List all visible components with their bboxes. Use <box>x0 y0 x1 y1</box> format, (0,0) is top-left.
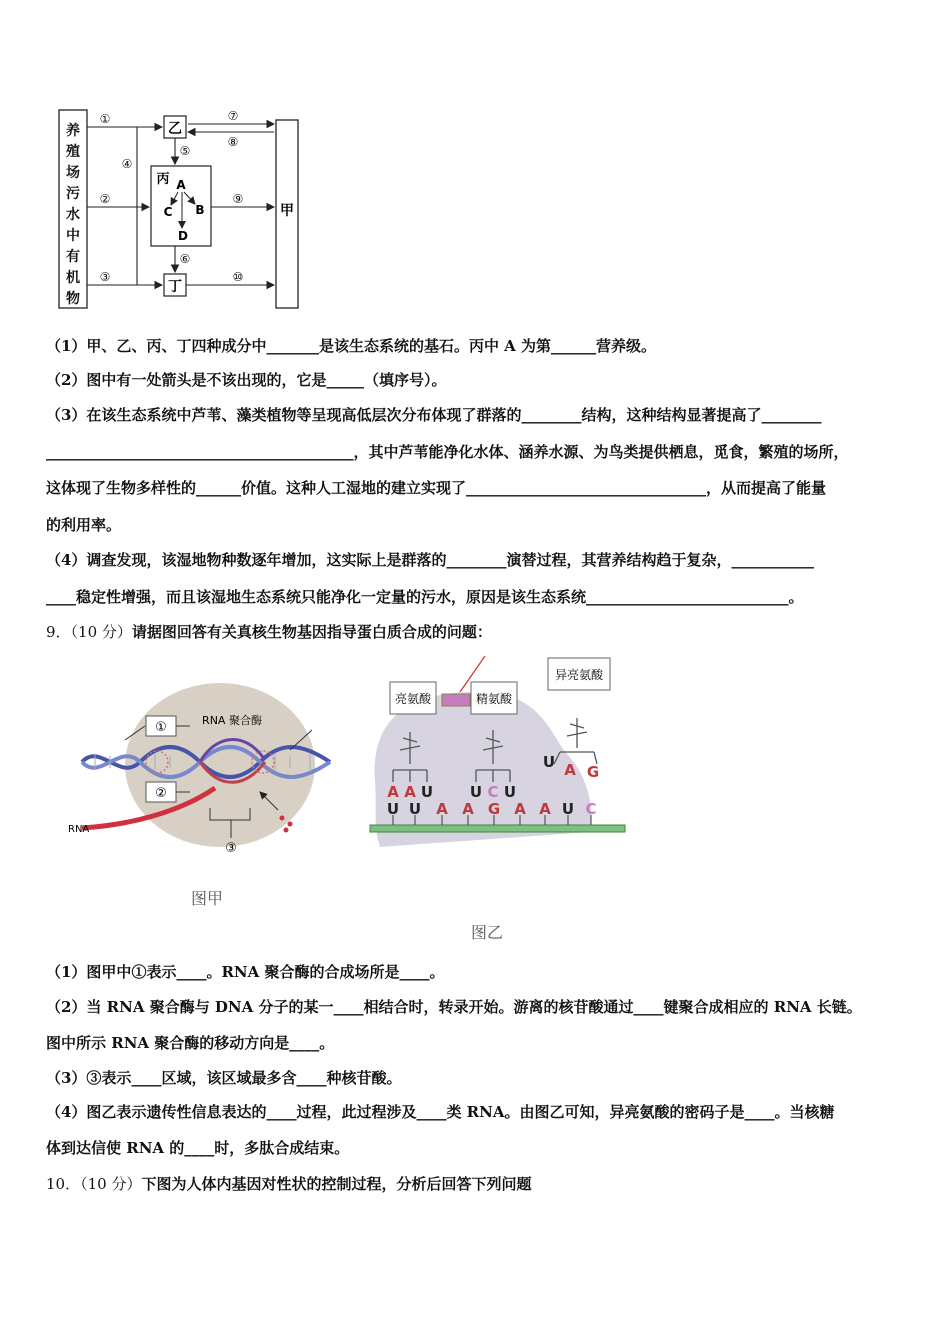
label-1: ① <box>155 720 167 735</box>
q8-line-2: （2）图中有一处箭头是不该出现的，它是_____（填序号）。 <box>46 371 447 389</box>
source-char: 养 <box>66 123 80 139</box>
q8-line-5: 这体现了生物多样性的______价值。这种人工湿地的建立实现了________________________________，从而提高了能量 <box>46 479 827 497</box>
arrow-label: ⑥ <box>179 252 191 266</box>
anticodon-base: A <box>564 761 576 779</box>
rna-polymerase-blob <box>125 683 315 847</box>
arrow-label: ⑨ <box>232 192 244 206</box>
arrow-label: ⑩ <box>232 270 244 284</box>
mrna-base: A <box>462 800 474 818</box>
figure-yi-caption: 图乙 <box>471 923 504 942</box>
aa-arginine: 精氨酸 <box>475 692 513 706</box>
q8-line-8: ____稳定性增强，而且该湿地生态系统只能净化一定量的污水，原因是该生态系统___________________________。 <box>46 588 804 606</box>
anticodon-base: U <box>469 783 483 801</box>
anticodon-base: A <box>387 783 399 801</box>
ding-label: 丁 <box>168 279 182 295</box>
source-char: 机 <box>66 270 80 286</box>
rna-label: RNA <box>68 824 90 835</box>
mrna-base: U <box>408 800 422 818</box>
mrna-base: U <box>561 800 575 818</box>
q9-line-3: 图中所示 RNA 聚合酶的移动方向是____。 <box>46 1034 335 1052</box>
anticodon-base: G <box>586 763 600 781</box>
q9-line-1: （1）图甲中①表示____。RNA 聚合酶的合成场所是____。 <box>46 963 445 981</box>
source-char: 有 <box>66 249 80 265</box>
label-2: ② <box>155 786 167 801</box>
source-char: 水 <box>66 207 80 223</box>
rna-polymerase-label: RNA 聚合酶 <box>202 714 262 727</box>
arrow-label: ⑧ <box>227 135 239 149</box>
anticodon-base: C <box>487 783 499 801</box>
arrow-label: ④ <box>121 157 133 171</box>
anticodon-base: A <box>404 783 416 801</box>
q8-line-3: （3）在该生态系统中芦苇、藻类植物等呈现高低层次分布体现了群落的________结构，这种结构显著提高了________ <box>46 406 822 424</box>
source-char: 殖 <box>66 144 80 160</box>
mrna-base: U <box>386 800 400 818</box>
mrna-base: G <box>487 800 501 818</box>
source-char: 场 <box>66 165 80 181</box>
mrna-base: C <box>585 800 597 818</box>
aa-isoleucine: 异亮氨酸 <box>554 668 604 682</box>
jia-label: 甲 <box>280 203 294 219</box>
node-a: A <box>176 178 186 192</box>
peptide-bond <box>442 694 470 706</box>
arrow-label: ⑦ <box>227 109 239 123</box>
yi-label: 乙 <box>168 121 182 137</box>
q8-line-7: （4）调查发现，该湿地物种数逐年增加，这实际上是群落的________演替过程，其营养结构趋于复杂，___________ <box>46 551 814 569</box>
q9-header <box>46 622 492 642</box>
node-b: B <box>195 203 205 217</box>
bing-label: 丙 <box>156 172 170 187</box>
q9-line-2: （2）当 RNA 聚合酶与 DNA 分子的某一____相结合时，转录开始。游离的核苷酸通过____键聚合成相应的 RNA 长链。 <box>46 998 862 1016</box>
mrna-strand <box>370 825 625 832</box>
figure-jia-caption: 图甲 <box>191 889 224 908</box>
label-3: ③ <box>225 841 237 856</box>
mrna-base: A <box>436 800 448 818</box>
figure-jia-transcription <box>50 680 340 860</box>
q9-line-5: （4）图乙表示遗传性信息表达的____过程，此过程涉及____类 RNA。由图乙可知，异亮氨酸的密码子是____。当核糖 <box>46 1103 835 1121</box>
arrow-label: ⑤ <box>179 144 191 158</box>
aa-leucine: 亮氨酸 <box>394 692 432 706</box>
anticodon-base: U <box>542 753 556 771</box>
q8-line-6: 的利用率。 <box>46 516 122 534</box>
mrna-base: A <box>539 800 551 818</box>
anticodon-base: U <box>420 783 434 801</box>
q10-number: 10．（10 分） <box>46 1175 142 1193</box>
node-c: C <box>163 205 173 219</box>
mrna-base: A <box>514 800 526 818</box>
q9-title: 请据图回答有关真核生物基因指导蛋白质合成的问题： <box>131 623 492 641</box>
source-char: 中 <box>66 228 80 244</box>
arrow-label: ② <box>99 192 111 206</box>
arrow-label: ③ <box>99 270 111 284</box>
ecosystem-diagram <box>55 108 305 310</box>
q10-title: 下图为人体内基因对性状的控制过程，分析后回答下列问题 <box>141 1175 532 1193</box>
source-char: 物 <box>66 291 80 307</box>
q8-line-1: （1）甲、乙、丙、丁四种成分中_______是该生态系统的基石。丙中 A 为第______营养级。 <box>46 337 657 355</box>
anticodon-base: U <box>503 783 517 801</box>
q10-header <box>46 1174 531 1194</box>
q8-line-4: _________________________________________，其中芦苇能净化水体、涵养水源、为鸟类提供栖息，觅食，繁殖的场所， <box>46 443 849 461</box>
q9-line-6: 体到达信使 RNA 的____时，多肽合成结束。 <box>46 1139 350 1157</box>
node-d: D <box>178 229 188 243</box>
q9-number: 9．（10 分） <box>46 623 132 641</box>
arrow-label: ① <box>99 112 111 126</box>
q9-line-4: （3）③表示____区域，该区域最多含____种核苷酸。 <box>46 1069 402 1087</box>
figure-yi-translation <box>365 652 630 862</box>
source-char: 污 <box>66 186 80 202</box>
